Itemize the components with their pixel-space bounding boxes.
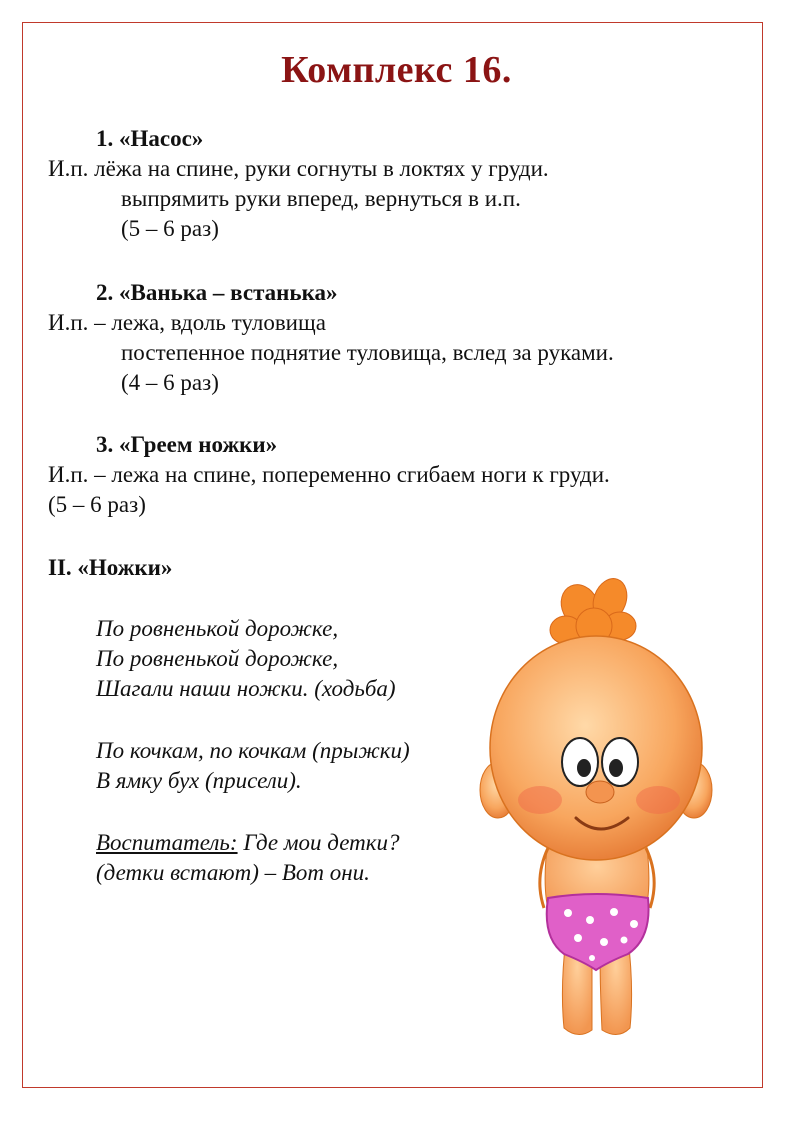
teacher-label: Воспитатель: [96, 830, 238, 855]
exercise-1-line: (5 – 6 раз) [121, 216, 219, 241]
right-cheek [636, 786, 680, 814]
baby-illustration [468, 578, 728, 1048]
exercise-1-line: выпрямить руки вперед, вернуться в и.п. [121, 186, 521, 211]
exercise-3-line: И.п. – лежа на спине, попеременно сгибаем ноги к груди. [48, 462, 610, 487]
game-heading: II. «Ножки» [48, 555, 173, 580]
diaper [547, 894, 649, 970]
final-line: (детки встают) – Вот они. [96, 860, 370, 885]
page-title: Комплекс 16. [281, 49, 512, 91]
verse-line: Шагали наши ножки. (ходьба) [96, 676, 396, 701]
verse-line: По ровненькой дорожке, [96, 646, 339, 671]
teacher-line [96, 828, 399, 858]
hair [550, 578, 636, 644]
left-cheek [518, 786, 562, 814]
exercise-3-heading: 3. «Греем ножки» [96, 432, 278, 457]
exercise-2-line: (4 – 6 раз) [121, 370, 219, 395]
exercise-2-heading: 2. «Ванька – встанька» [96, 280, 338, 305]
exercise-2-line: И.п. – лежа, вдоль туловища [48, 310, 326, 335]
exercise-2-line: постепенное поднятие туловища, вслед за руками. [121, 340, 614, 365]
teacher-question: Где мои детки? [237, 830, 400, 855]
verse-line: По кочкам, по кочкам (прыжки) [96, 738, 410, 763]
head [490, 636, 702, 860]
exercise-1-heading: 1. «Насос» [96, 126, 204, 151]
exercise-1-line: И.п. лёжа на спине, руки согнуты в локтях у груди. [48, 156, 549, 181]
verse-line: В ямку бух (присели). [96, 768, 302, 793]
exercise-3-line: (5 – 6 раз) [48, 492, 146, 517]
nose [586, 781, 614, 803]
verse-line: По ровненькой дорожке, [96, 616, 339, 641]
